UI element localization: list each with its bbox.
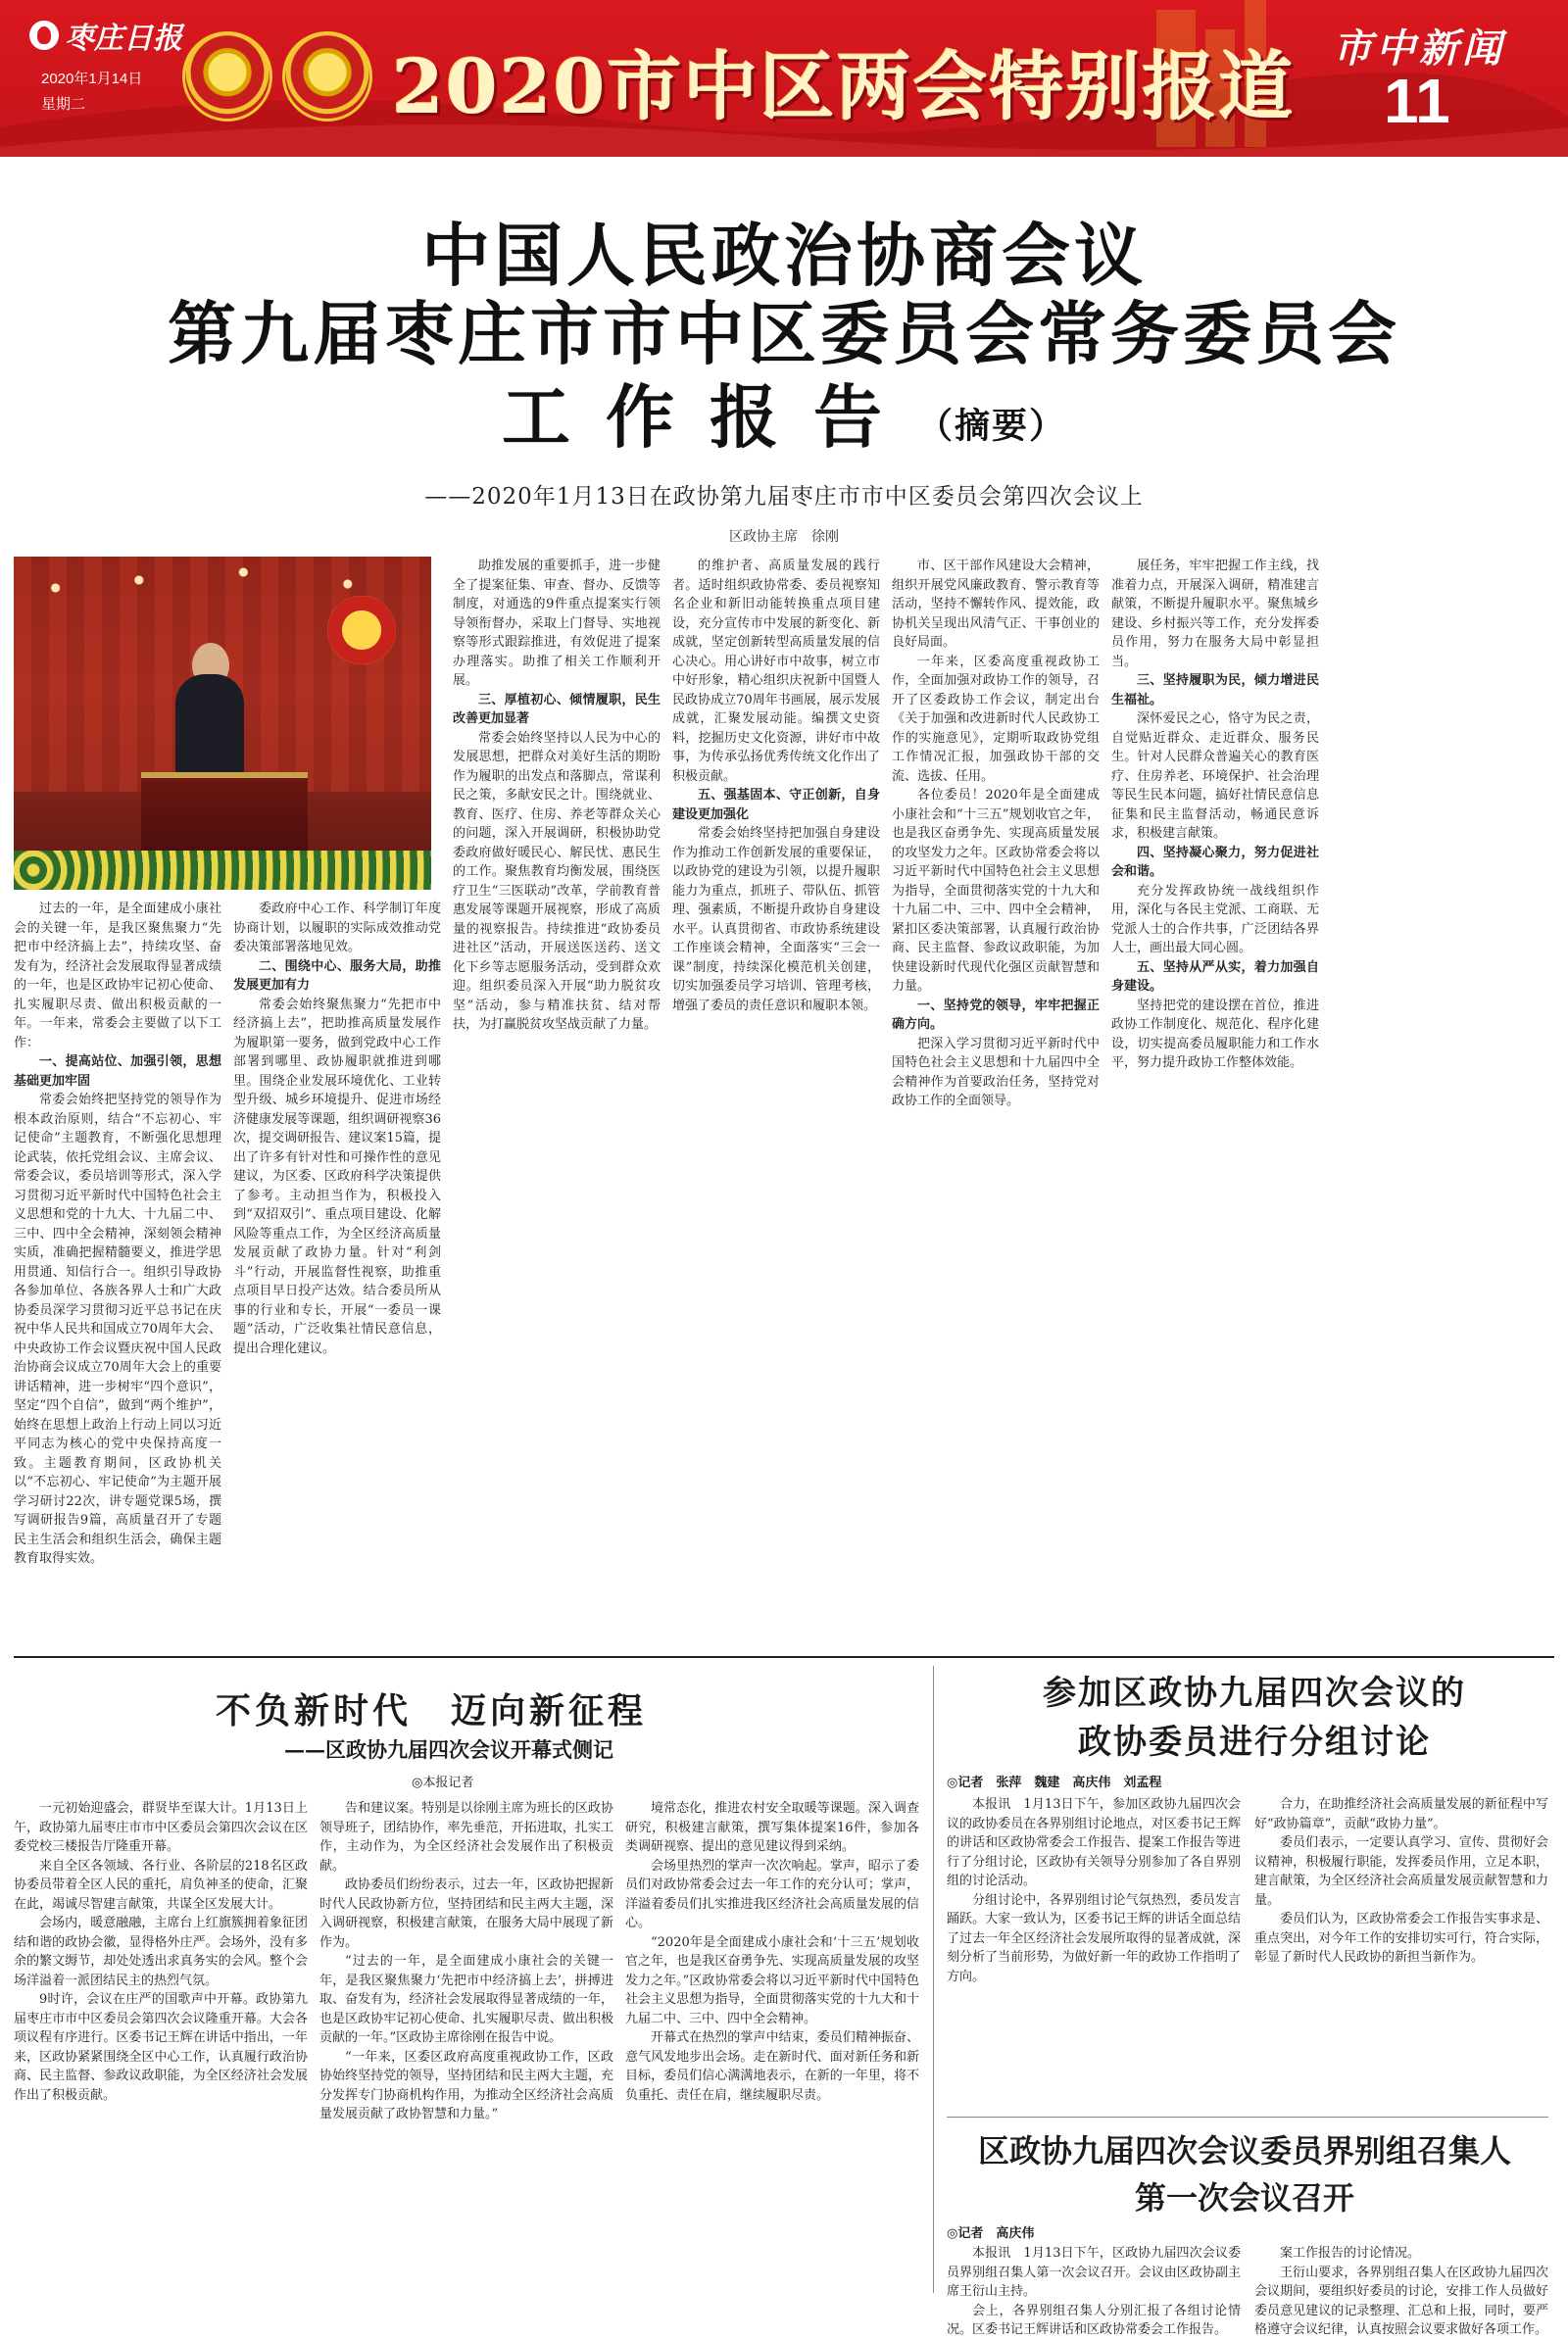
opening-article-column-3 [625, 1799, 919, 2289]
speaker-figure [175, 674, 244, 782]
section-heading: 一、坚持党的领导，牢牢把握正确方向。 [892, 998, 1100, 1032]
paragraph: 告和建议案。特别是以徐刚主席为班长的区政协领导班子，团结协作，率先垂范，开拓进取，扎实工作，主动作为，为全区经济社会发展作出了积极贡献。 [319, 1801, 613, 1874]
report-column-1 [14, 900, 221, 1644]
flower-arrangement [14, 851, 431, 890]
section-heading: 三、坚持履职为民，倾力增进民生福祉。 [1111, 673, 1319, 707]
report-column-4 [672, 557, 880, 1644]
group-discussion-title-line-1: 参加区政协九届四次会议的 [1043, 1674, 1466, 1713]
opening-article-byline: ◎本报记者 [412, 1776, 474, 1790]
convener-meeting-byline: ◎记者 高庆伟 [947, 2226, 1035, 2241]
paragraph: 本报讯 1月13日下午，参加区政协九届四次会议的政协委员在各界别组讨论地点，对区委书记王辉的讲话和区政协常委会工作报告、提案工作报告等进行了分组讨论，区政协有关领导分别参加了各自界别组的讨论活动。 [947, 1797, 1241, 1888]
paragraph: 政协委员们纷纷表示，过去一年，区政协把握新时代人民政协新方位，坚持团结和民主两大主题，深入调研视察，积极建言献策，在服务大局中展现了新作为。 [319, 1877, 613, 1950]
headline-subhead: ——2020年1月13日在政协第九届枣庄市市中区委员会第四次会议上 [424, 484, 1144, 510]
paragraph: 会场里热烈的掌声一次次响起。掌声，昭示了委员们对政协常委会过去一年工作的充分认可；掌声，洋溢着委员们扎实推进我区经济社会高质量发展的信心。 [625, 1858, 919, 1930]
headline-line-1: 中国人民政治协商会议 [421, 215, 1147, 296]
section-heading: 二、围绕中心、服务大局，助推发展更加有力 [233, 958, 441, 993]
convener-meeting-title-line-2: 第一次会议召开 [1134, 2179, 1354, 2217]
paragraph: 深怀爱民之心，恪守为民之责，自觉贴近群众、走近群众、服务民生。针对人民群众普遍关心的教育医疗、住房养老、环境保护、社会治理等民生民本问题，搞好社情民意信息征集和民主监督活动，畅通民意诉求，积极建言献策。 [1111, 711, 1319, 841]
paragraph: 会场内，暖意融融，主席台上红旗簇拥着象征团结和谐的政协会徽，显得格外庄严。会场外，没有多余的繁文缛节，却处处透出求真务实的会风。整个会场洋溢着一派团结民主的热烈气氛。 [14, 1916, 308, 1988]
paragraph: 9时许，会议在庄严的国歌声中开幕。政协第九届枣庄市市中区委员会第四次会议隆重开幕。大会各项议程有序进行。区委书记王辉在讲话中指出，一年来，区政协紧紧围绕全区中心工作，认真履行政治协商、民主监督、参政议政职能，为全区经济社会发展作出了积极贡献。 [14, 1992, 308, 2103]
paragraph: “2020年是全面建成小康社会和‘十三五’规划收官之年，也是我区奋勇争先、实现高质量发展的攻坚发力之年。”区政协常委会将以习近平新时代中国特色社会主义思想为指导，全面贯彻落实党的十九大和十九届二中、三中、四中全会精神。 [625, 1934, 919, 2026]
convener-meeting-column-2 [1254, 2244, 1548, 2337]
newspaper-brand [29, 14, 182, 57]
paragraph: 来自全区各领域、各行业、各阶层的218名区政协委员带着全区人民的重托，肩负神圣的使命，汇聚在此，竭诚尽智建言献策，共谋全区发展大计。 [14, 1858, 308, 1912]
paragraph: 委员们表示，一定要认真学习、宣传、贯彻好会议精神，积极履行职能，发挥委员作用，立足本职，建言献策，为全区经济社会高质量发展贡献智慧和力量。 [1254, 1835, 1548, 1908]
section-heading: 三、厚植初心、倾情履职，民生改善更加显著 [453, 692, 661, 726]
paragraph: 委政府中心工作、科学制订年度协商计划，以履职的实际成效推动党委决策部署落地见效。 [233, 902, 441, 954]
opening-article-title: 不负新时代 迈向新征程 [216, 1690, 648, 1731]
paragraph: 助推发展的重要抓手，进一步健全了提案征集、审查、督办、反馈等制度，对通选的9件重点提案实行领导领衔督办，采取上门督导、实地视察等形式跟踪推进，有效促进了提案办理落实。助推了相关工作顺利开展。 [453, 559, 661, 688]
newspaper-logo-icon [29, 21, 59, 50]
headline-suffix: （摘要） [916, 405, 1066, 447]
opening-article-column-2 [319, 1799, 613, 2289]
paragraph: 会上，各界别组召集人分别汇报了各组讨论情况。区委书记王辉讲话和区政协常委会工作报告。 [947, 2303, 1241, 2337]
section-heading: 四、坚持凝心聚力，努力促进社会和谐。 [1111, 845, 1319, 879]
page-number: 11 [1384, 66, 1450, 136]
convener-meeting-title-line-1: 区政协九届四次会议委员界别组召集人 [977, 2132, 1511, 2169]
paragraph: 常委会始终坚持以人民为中心的发展思想，把群众对美好生活的期盼作为履职的出发点和落脚点，常谋利民之策，多献安民之计。围绕就业、教育、医疗、住房、养老等群众关心的问题，深入开展调研，积极协助党委政府做好暖民心、解民忧、惠民生的工作。聚焦教育均衡发展，围绕医疗卫生“三医联动”改革，学前教育普惠发展等课题开展视察，形成了高质量的视察报告。持续推进“政协委员进社区”活动，开展送医送药、送文化下乡等志愿服务活动，受到群众欢迎。组织委员深入开展“助力脱贫攻坚”活动，参与精准扶贫、结对帮扶，为打赢脱贫攻坚战贡献了力量。 [453, 730, 661, 1032]
date-text: 2020年1月14日 [41, 71, 143, 87]
speaker-photo [14, 557, 431, 890]
paragraph: 本报讯 1月13日下午，区政协九届四次会议委员界别组召集人第一次会议召开。会议由区政协副主席王衍山主持。 [947, 2246, 1241, 2299]
paragraph: 委员们认为，区政协常委会工作报告实事求是、重点突出，对今年工作的安排切实可行，符合实际，彰显了新时代人民政协的新担当新作为。 [1254, 1912, 1548, 1965]
article-separator [933, 1666, 934, 2293]
section-name: 市中新闻 [1333, 25, 1505, 72]
report-byline: 区政协主席 徐刚 [729, 529, 839, 545]
section-heading: 五、坚持从严从实，着力加强自身建设。 [1111, 959, 1319, 994]
group-discussion-column-2 [1254, 1795, 1548, 2109]
weekday-text: 星期二 [41, 96, 86, 113]
paragraph: 开幕式在热烈的掌声中结束，委员们精神振奋、意气风发地步出会场。走在新时代、面对新任务和新目标，委员们信心满满地表示，在新的一年里，将不负重托、责任在肩，继续履职尽责。 [625, 2030, 919, 2103]
group-discussion-column-1 [947, 1795, 1241, 2109]
special-report-title: 2020市中区两会特别报道 [392, 43, 1296, 130]
national-emblem-icon [182, 31, 272, 122]
paragraph: 各位委员！2020年是全面建成小康社会和“十三五”规划收官之年，也是我区奋勇争先、实现高质量发展的攻坚发力之年。区政协常委会将以习近平新时代中国特色社会主义思想为指导，全面贯彻落实党的十九大和十九届二中、三中、四中全会精神，紧扣区委决策部署，认真履行政治协商、民主监督、参政议政职能，为加快建设新时代现代化强区贡献智慧和力量。 [892, 788, 1100, 994]
paragraph: 案工作报告的讨论情况。 [1280, 2246, 1421, 2261]
paragraph: 充分发挥政协统一战线组织作用，深化与各民主党派、工商联、无党派人士的合作共事，广泛团结各界人士，画出最大同心圆。 [1111, 883, 1319, 955]
paragraph: 市、区干部作风建设大会精神，组织开展党风廉政教育、警示教育等活动，坚持不懈转作风、提效能，政协机关呈现出风清气正、干事创业的良好局面。 [892, 559, 1100, 650]
paragraph: 过去的一年，是全面建成小康社会的关键一年，是我区聚焦聚力“先把市中经济搞上去”，持续攻坚、奋发有为，经济社会发展取得显著成绩的一年，也是区政协牢记初心使命、扎实履职尽责、做出积极贡献的一年。一年来，常委会主要做了以下工作： [14, 902, 221, 1050]
paragraph: 常委会始终坚持把加强自身建设作为推动工作创新发展的重要保证，以政协党的建设为引领，以提升履职能力为重点，抓班子、带队伍、抓管理、强素质，不断提升政协自身建设水平。认真贯彻省、市政协系统建设工作座谈会精神，全面落实“三会一课”制度，持续深化模范机关创建，切实加强委员学习培训、管理考核，增强了委员的责任意识和履职本领。 [672, 826, 880, 1013]
section-heading: 一、提高站位、加强引领，思想基础更加牢固 [14, 1054, 221, 1089]
cppcc-emblem-icon [282, 31, 372, 122]
headline-line-3-text: 工作报告 [501, 376, 917, 458]
paragraph: “过去的一年，是全面建成小康社会的关键一年，是我区聚焦聚力‘先把市中经济搞上去’，拼搏进取、奋发有为，经济社会发展取得显著成绩的一年，也是区政协牢记初心使命、扎实履职尽责、做出积极贡献的一年。”区政协主席徐刚在报告中说。 [319, 1954, 613, 2045]
report-column-6 [1111, 557, 1319, 1644]
group-discussion-byline: ◎记者 张萍 魏建 高庆伟 刘孟程 [947, 1776, 1162, 1790]
paragraph: 把深入学习贯彻习近平新时代中国特色社会主义思想和十九届四中全会精神作为首要政治任务，坚持党对政协工作的全面领导。 [892, 1036, 1100, 1108]
paragraph: 王衍山要求，各界别组召集人在区政协九届四次会议期间，要组织好委员的讨论，安排工作人员做好委员意见建议的记录整理、汇总和上报，同时，要严格遵守会议纪律，认真按照会议要求做好各项工作。 [1254, 2265, 1548, 2337]
paragraph: 合力，在助推经济社会高质量发展的新征程中写好“政协篇章”，贡献“政协力量”。 [1254, 1797, 1548, 1831]
masthead [0, 0, 1568, 157]
brand-name: 枣庄日报 [65, 22, 182, 56]
paragraph: 常委会始终把坚持党的领导作为根本政治原则，结合“不忘初心、牢记使命”主题教育，不断强化思想理论武装，依托党组会议、主席会议、常委会议，委员培训等形式，深入学习贯彻习近平新时代中国特色社会主义思想和党的十九大、十九届二中、三中、四中全会精神，深刻领会精神实质，准确把握精髓要义，推进学思用贯通、知信行合一。组织引导政协各参加单位、各族各界人士和广大政协委员深学习贯彻习近平总书记在庆祝中华人民共和国成立70周年大会、中央政协工作会议暨庆祝中国人民政治协商会议成立70周年大会上的重要讲话精神，进一步树牢“四个意识”，坚定“四个自信”，做到“两个维护”，始终在思想上政治上行动上同以习近平同志为核心的党中央保持高度一致。主题教育期间，区政协机关以“不忘初心、牢记使命”为主题开展学习研讨22次，讲专题党课5场，撰写调研报告9篇，高质量召开了专题民主生活会和组织生活会，确保主题教育取得实效。 [14, 1093, 221, 1566]
paragraph: 境常态化，推进农村安全取暖等课题。深入调查研究，积极建言献策，撰写集体提案16件，参加各类调研视察、提出的意见建议得到采纳。 [625, 1801, 919, 1854]
section-divider [14, 1656, 1554, 1658]
report-column-5 [892, 557, 1100, 1644]
paragraph: 分组讨论中，各界别组讨论气氛热烈，委员发言踊跃。大家一致认为，区委书记王辉的讲话全面总结了过去一年全区经济社会发展所取得的显著成就，深刻分析了当前形势，为做好新一年的政协工作指明了方向。 [947, 1892, 1241, 1984]
publication-date [41, 67, 142, 118]
headline-line-2: 第九届枣庄市市中区委员会常务委员会 [168, 293, 1400, 374]
report-column-3 [453, 557, 661, 1644]
paragraph: 一元初始迎盛会，群贤毕至谋大计。1月13日上午，政协第九届枣庄市市中区委员会第四次会议在区委党校三楼报告厅隆重开幕。 [14, 1801, 308, 1854]
paragraph: 一年来，区委高度重视政协工作，全面加强对政协工作的领导，召开了区委政协工作会议，制定出台《关于加强和改进新时代人民政协工作的实施意见》，定期听取政协党组工作情况汇报，加强政协干部的交流、选拔、任用。 [892, 654, 1100, 784]
paragraph: 的维护者、高质量发展的践行者。适时组织政协常委、委员视察知名企业和新旧动能转换重点项目建设，充分宣传市中发展的新变化、新成就，坚定创新转型高质量发展的信心决心。用心讲好市中故事，树立市中好形象，精心组织庆祝新中国暨人民政协成立70周年书画展，展示发展成就，汇聚发展动能。编撰文史资料，挖掘历史文化资源，讲好市中故事，为传承弘扬优秀传统文化作出了积极贡献。 [672, 559, 880, 784]
paragraph: 坚持把党的建设摆在首位，推进政协工作制度化、规范化、程序化建设，切实提高委员履职能力和工作水平，努力提升政协工作整体效能。 [1111, 998, 1319, 1070]
opening-article-subtitle: ——区政协九届四次会议开幕式侧记 [284, 1737, 613, 1762]
section-heading: 五、强基固本、守正创新，自身建设更加强化 [672, 788, 880, 822]
paragraph: “一年来，区委区政府高度重视政协工作，区政协始终坚持党的领导，坚持团结和民主两大主题，充分发挥专门协商机构作用，为推动全区经济社会高质量发展贡献了政协智慧和力量。” [319, 2049, 613, 2121]
opening-article-column-1 [14, 1799, 308, 2289]
paragraph: 展任务，牢牢把握工作主线，找准着力点，开展深入调研，精准建言献策，不断提升履职水平。聚焦城乡建设、乡村振兴等工作，充分发挥委员作用，努力在服务大局中彰显担当。 [1111, 559, 1319, 669]
article-separator-horizontal [947, 2117, 1548, 2118]
convener-meeting-column-1 [947, 2244, 1241, 2337]
headline-line-3 [0, 363, 1568, 462]
report-column-2 [233, 900, 441, 1644]
group-discussion-title-line-2: 政协委员进行分组讨论 [1078, 1723, 1431, 1762]
paragraph: 常委会始终聚焦聚力“先把市中经济搞上去”，把助推高质量发展作为履职第一要务，做到党政中心工作部署到哪里、政协履职就推进到哪里。围绕企业发展环境优化、工业转型升级、城乡环境提升、促进市场经济健康发展等课题，组织调研视察36次，提交调研报告、建议案15篇，提出了许多有针对性和可操作性的意见建议，为区委、区政府科学决策提供了参考。主动担当作为，积极投入到“双招双引”、重点项目建设、化解风险等重点工作，为全区经济高质量发展贡献了政协力量。针对“利剑斗”行动，开展监督性视察，助推重点项目早日投产达效。结合委员所从事的行业和专长，开展“一委员一课题”活动，广泛收集社情民意信息，提出合理化建议。 [233, 997, 441, 1356]
photo-emblem-icon [327, 596, 396, 664]
